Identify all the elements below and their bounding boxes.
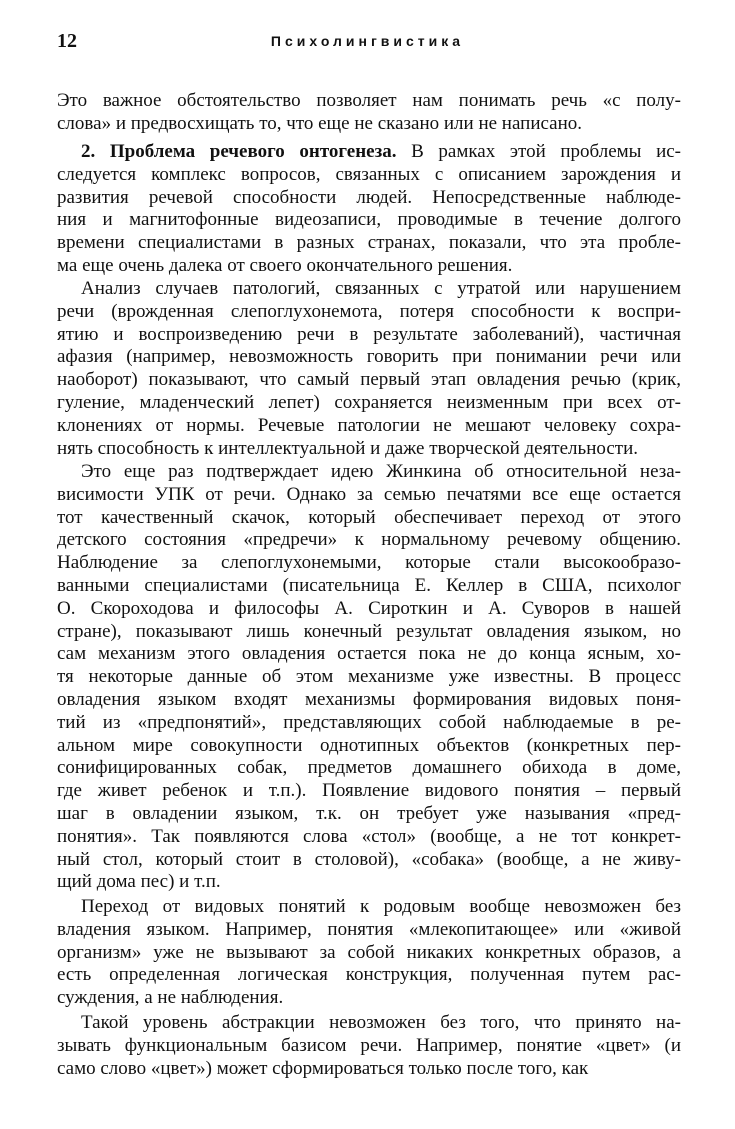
text-line: щий дома пес) и т.п.: [57, 871, 221, 893]
text-line: слова» и предвосхищать то, что еще не сказано или не написано.: [57, 112, 583, 134]
paragraph-1: [57, 90, 681, 136]
text-line: организм» уже не вызывают за собой никаких конкретных образов, а: [57, 941, 681, 963]
text-line: сам механизм этого овладения остается пока не до конца ясным, хо-: [57, 643, 681, 665]
text-line: альном мире совокупности однотипных объектов (конкретных пер-: [57, 734, 681, 756]
text-line: суждения, а не наблюдения.: [57, 987, 284, 1009]
text-line: следуется комплекс вопросов, связанных с описанием зарождения и: [57, 163, 681, 185]
text-line: висимости УПК от речи. Однако за семью печатями все еще остается: [57, 483, 681, 505]
text-line: гуление, младенческий лепет) сохраняется неизменным при всех от-: [57, 391, 681, 413]
text-line: детского состояния «предречи» к нормальному речевому общению.: [57, 529, 681, 551]
page-number: 12: [57, 30, 77, 52]
text-line: Анализ случаев патологий, связанных с утратой или нарушением: [81, 278, 681, 299]
text-line: где живет ребенок и т.п.). Появление видового понятия – первый: [57, 780, 681, 802]
text-line: тот качественный скачок, который обеспечивает переход от этого: [57, 506, 681, 528]
text-line: нять способность к интеллектуальной и даже творческой деятельности.: [57, 437, 639, 459]
text-line: Такой уровень абстракции невозможен без того, что принято на-: [81, 1012, 681, 1033]
paragraph-4: [57, 461, 681, 894]
text-line: [57, 141, 681, 164]
text-line: афазия (например, невозможность говорить при понимании речи или: [57, 346, 681, 368]
paragraph-5: [57, 896, 681, 1010]
paragraph-6: [57, 1012, 681, 1080]
text-line: овладения языком входят механизмы формирования видовых поня-: [57, 688, 681, 710]
text-line: ма еще очень далека от своего окончательного решения.: [57, 254, 513, 276]
paragraph-3: [57, 278, 681, 460]
text-line: ятию и воспроизведению речи в результате заболеваний), частичная: [57, 323, 681, 345]
text-line: развития речевой способности людей. Непосредственные наблюде-: [57, 186, 681, 208]
text-line: Наблюдение за слепоглухонемыми, которые стали высокообразо-: [57, 552, 681, 574]
text-line: ния и магнитофонные видеозаписи, проводимые в течение долгого: [57, 209, 681, 231]
section-heading: 2. Проблема речевого онтогенеза.: [81, 141, 397, 162]
text-line: Переход от видовых понятий к родовым вообще невозможен без: [81, 896, 681, 917]
text-line: речи (врожденная слепоглухонемота, потеря способности к воспри-: [57, 300, 681, 322]
text-line: тя некоторые данные об этом механизме уже известны. В процесс: [57, 666, 681, 688]
text-line: шаг в овладении языком, т.к. он требует уже называния «пред-: [57, 802, 681, 824]
text-line: стране), показывают лишь конечный результат овладения языком, но: [57, 620, 681, 642]
text-line: времени специалистами в разных странах, показали, что эта пробле-: [57, 232, 681, 254]
text-line: Это еще раз подтверждает идею Жинкина об относительной неза-: [81, 461, 681, 482]
text-line: сонифицированных собак, предметов домашнего обихода в доме,: [57, 757, 681, 779]
text-line: ный стол, который стоит в столовой), «собака» (вообще, а не живу-: [57, 848, 681, 870]
text-line: есть определенная логическая конструкция, полученная путем рас-: [57, 964, 681, 986]
text-line: понятия». Так появляются слова «стол» (вообще, а не тот конкрет-: [57, 825, 681, 847]
text-line: само слово «цвет») может сформироваться только после того, как: [57, 1057, 589, 1079]
text-line: О. Скороходова и философы А. Сироткин и А. Суворов в нашей: [57, 597, 681, 619]
text-line: тий из «предпонятий», представляющих собой наблюдаемые в ре-: [57, 711, 681, 733]
text-line: клонениях от нормы. Речевые патологии не мешают человеку сохра-: [57, 414, 681, 436]
text-line: наоборот) показывают, что самый первый этап овладения речью (крик,: [57, 369, 681, 391]
text-line: ванными специалистами (писательница Е. Келлер в США, психолог: [57, 574, 681, 596]
running-title: Психолингвистика: [270, 33, 465, 49]
paragraph-2: [57, 141, 681, 278]
text-span: В рамках этой проблемы ис-: [396, 141, 681, 162]
text-line: зывать функциональным базисом речи. Например, понятие «цвет» (и: [57, 1034, 681, 1056]
text-line: владения языком. Например, понятия «млекопитающее» или «живой: [57, 918, 681, 940]
text-line: Это важное обстоятельство позволяет нам понимать речь «с полу-: [57, 90, 681, 111]
